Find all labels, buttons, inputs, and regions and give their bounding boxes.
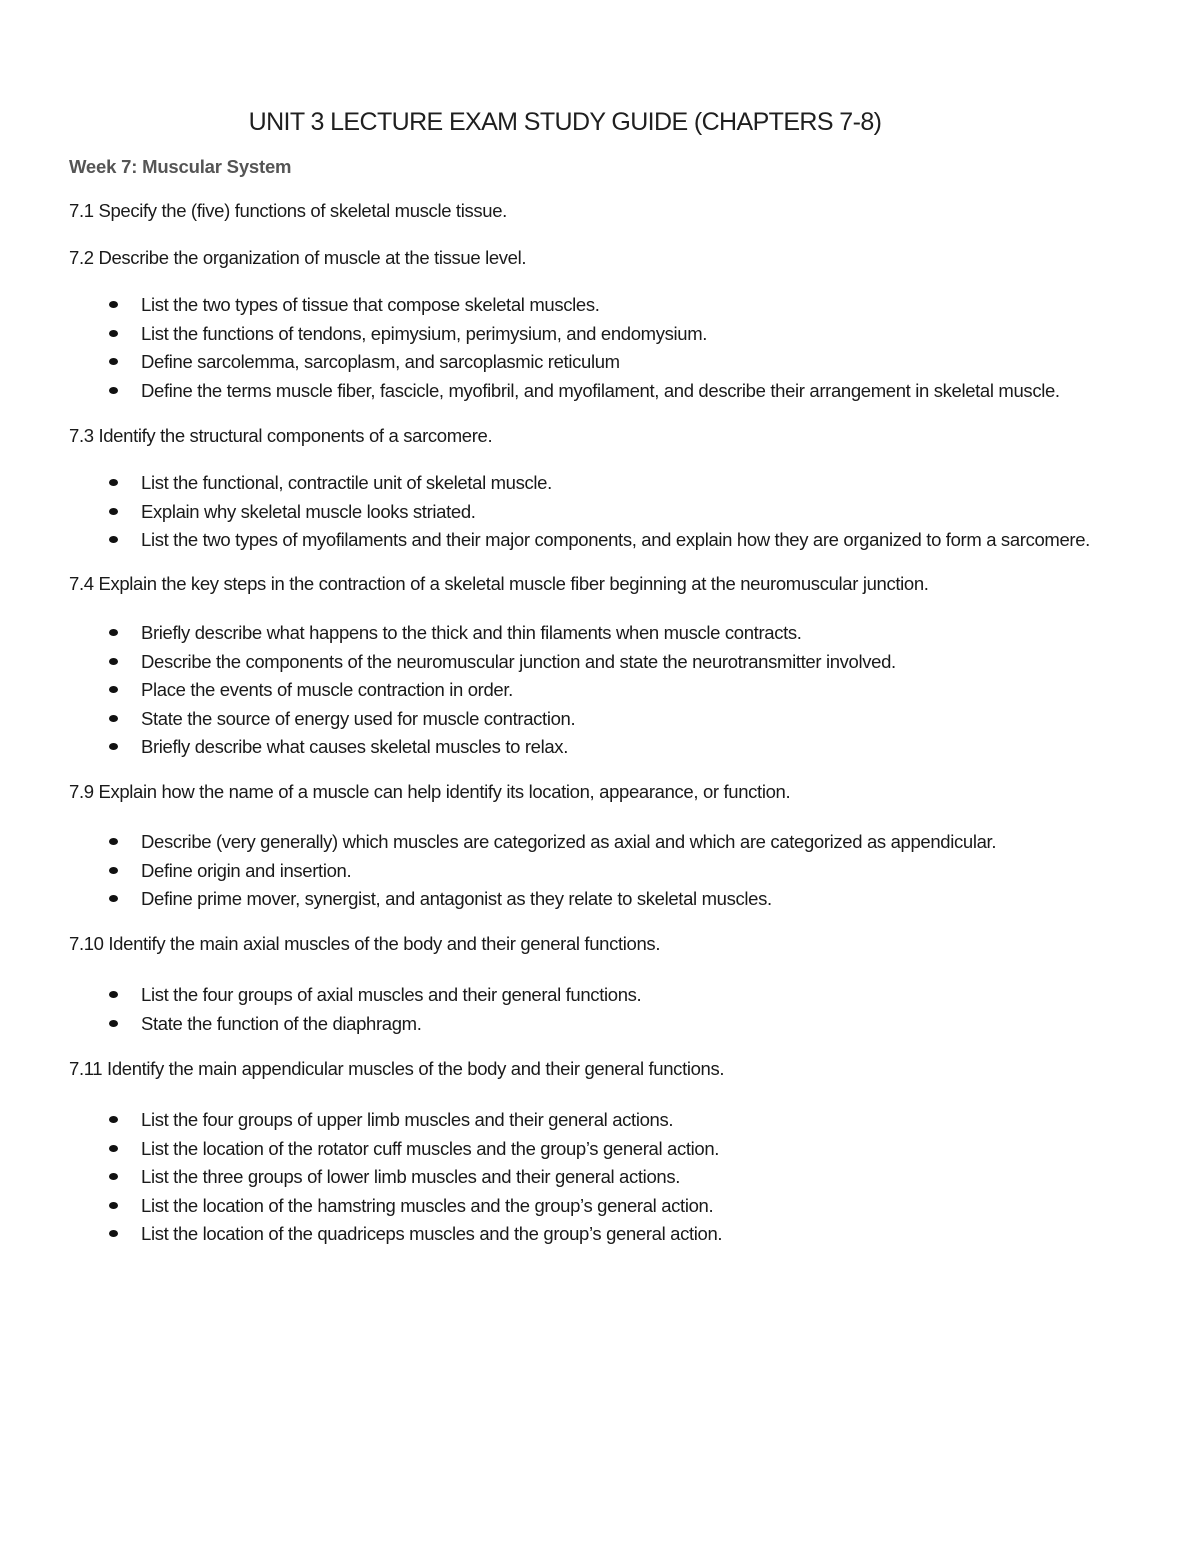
bullet-text: Define origin and insertion. xyxy=(141,859,352,881)
bullet-text: Briefly describe what causes skeletal muscles to relax. xyxy=(141,736,568,757)
bullet-icon xyxy=(109,838,118,845)
bullet-icon xyxy=(109,658,118,665)
bullet-text: List the functional, contractile unit of skeletal muscle. xyxy=(141,472,552,493)
bullet-text: List the functions of tendons, epimysium, perimysium, and endomysium. xyxy=(141,322,708,344)
document-title: UNIT 3 LECTURE EXAM STUDY GUIDE (CHAPTERS 7-8) xyxy=(248,108,882,136)
objective-line: 7.11 Identify the main appendicular muscles of the body and their general functions. xyxy=(69,1058,725,1079)
bullet-text: State the function of the diaphragm. xyxy=(141,1012,422,1034)
objective-line: 7.9 Explain how the name of a muscle can help identify its location, appearance, or function. xyxy=(69,781,791,802)
bullet-text: List the location of the hamstring muscles and the group’s general action. xyxy=(141,1194,714,1216)
bullet-text: List the location of the quadriceps muscles and the group’s general action. xyxy=(141,1223,723,1244)
bullet-icon xyxy=(109,330,118,337)
objective-line: 7.4 Explain the key steps in the contraction of a skeletal muscle fiber beginning at the neuromuscular junction. xyxy=(69,573,929,594)
bullet-text: Define prime mover, synergist, and antagonist as they relate to skeletal muscles. xyxy=(141,888,772,909)
objective-line: 7.2 Describe the organization of muscle at the tissue level. xyxy=(69,247,527,268)
bullet-icon xyxy=(109,1173,118,1180)
bullet-text: List the three groups of lower limb muscles and their general actions. xyxy=(141,1166,681,1187)
objective-line: 7.1 Specify the (five) functions of skeletal muscle tissue. xyxy=(69,200,507,221)
bullet-text: Define the terms muscle fiber, fascicle, myofibril, and myofilament, and describe their arrangement in skeletal muscle. xyxy=(141,379,1060,401)
bullet-icon xyxy=(109,1116,118,1123)
bullet-icon xyxy=(109,301,118,308)
bullet-text: Define sarcolemma, sarcoplasm, and sarcoplasmic reticulum xyxy=(141,351,620,372)
bullet-icon xyxy=(109,479,118,486)
bullet-icon xyxy=(109,715,118,722)
bullet-icon xyxy=(109,1020,118,1027)
bullet-icon xyxy=(109,358,118,365)
bullet-text: List the two types of tissue that compose skeletal muscles. xyxy=(141,294,600,315)
bullet-icon xyxy=(109,867,118,874)
bullet-icon xyxy=(109,1230,118,1237)
bullet-text: List the four groups of upper limb muscles and their general actions. xyxy=(141,1109,674,1130)
bullet-icon xyxy=(109,1202,118,1209)
bullet-icon xyxy=(109,743,118,750)
bullet-text: Explain why skeletal muscle looks striated. xyxy=(141,500,476,522)
bullet-icon xyxy=(109,387,118,394)
bullet-icon xyxy=(109,991,118,998)
bullet-icon xyxy=(109,895,118,902)
objective-line: 7.3 Identify the structural components of a sarcomere. xyxy=(69,425,493,446)
bullet-text: List the location of the rotator cuff muscles and the group’s general action. xyxy=(141,1137,720,1159)
bullet-icon xyxy=(109,686,118,693)
week-heading: Week 7: Muscular System xyxy=(69,156,292,177)
bullet-text: Describe (very generally) which muscles are categorized as axial and which are categorized as appendicular. xyxy=(141,831,997,852)
bullet-icon xyxy=(109,1145,118,1152)
bullet-text: List the four groups of axial muscles and their general functions. xyxy=(141,984,642,1005)
bullet-text: Place the events of muscle contraction in order. xyxy=(141,679,513,700)
bullet-icon xyxy=(109,629,118,636)
objective-line: 7.10 Identify the main axial muscles of the body and their general functions. xyxy=(69,933,661,954)
bullet-icon xyxy=(109,536,118,543)
bullet-text: List the two types of myofilaments and their major components, and explain how they are organized to form a sarcomere. xyxy=(141,529,1090,550)
bullet-text: Briefly describe what happens to the thick and thin filaments when muscle contracts. xyxy=(141,622,802,643)
bullet-icon xyxy=(109,508,118,515)
bullet-text: State the source of energy used for muscle contraction. xyxy=(141,707,576,729)
bullet-text: Describe the components of the neuromuscular junction and state the neurotransmitter involved. xyxy=(141,650,896,672)
